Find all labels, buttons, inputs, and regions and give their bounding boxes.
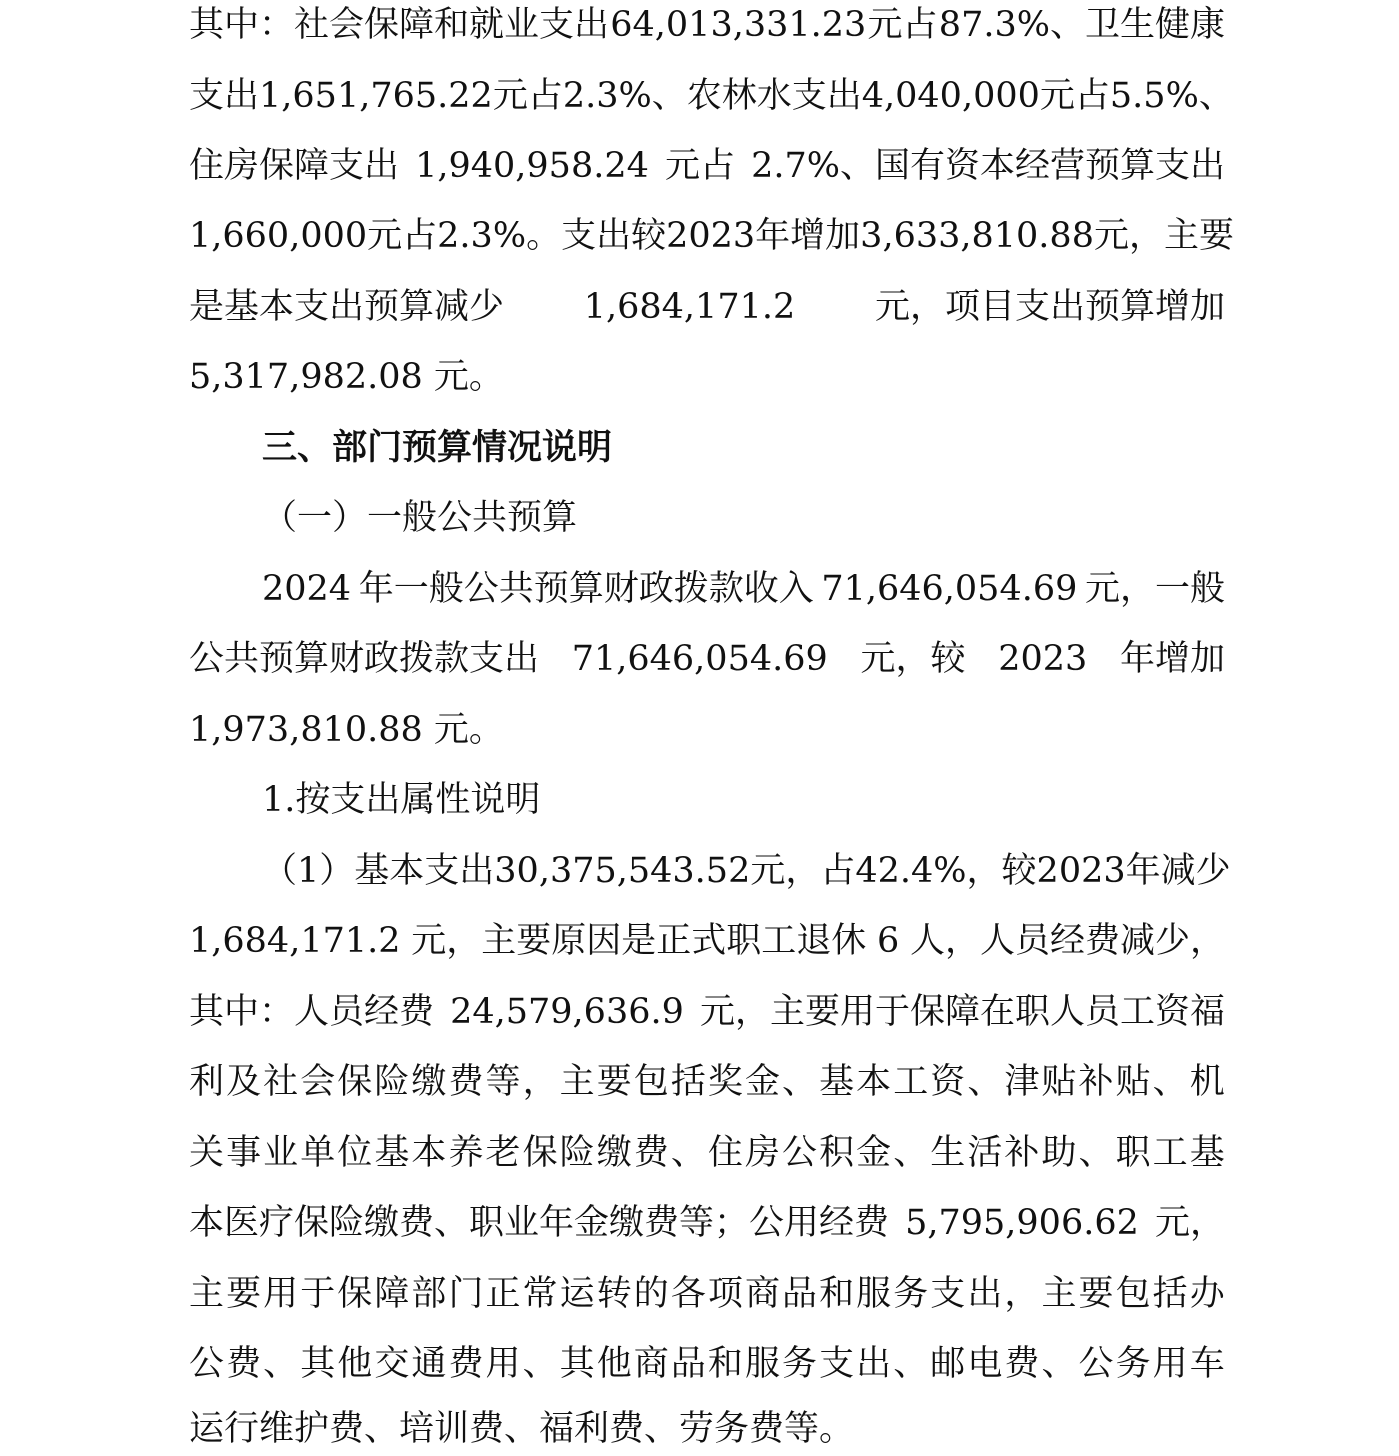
text-char: 补 [1078, 1062, 1114, 1102]
text-char: 基 [819, 1062, 855, 1102]
text-segment: 1,940,958.24 [415, 146, 649, 186]
text-segment: 42.4%，较 [855, 851, 1037, 891]
text-char: 公 [189, 1344, 225, 1384]
subsection-heading: 1.按支出属性说明 [262, 780, 541, 820]
text-line [189, 1339, 1225, 1389]
text-char: 奖 [707, 1062, 743, 1102]
text-segment: 元占 [664, 146, 735, 186]
text-char: 生 [930, 1133, 966, 1173]
text-char: 电 [967, 1344, 1003, 1384]
text-line [189, 71, 1234, 121]
text-char: 出 [856, 1344, 892, 1384]
text-char: 其 [300, 1344, 336, 1384]
text-char: 出 [967, 1274, 1003, 1314]
text-line [189, 1269, 1225, 1319]
text-char: 用 [1152, 1344, 1188, 1384]
text-char: 主 [1041, 1274, 1077, 1314]
text-char: 、 [1041, 1344, 1077, 1384]
text-line [189, 211, 1234, 261]
text-char: 费 [226, 1344, 262, 1384]
text-segment: 元，较 [860, 639, 966, 679]
text-line [189, 1198, 1225, 1248]
text-segment: 1,973,810.88 元。 [189, 710, 504, 750]
text-segment: 元占 [1039, 76, 1110, 116]
text-char: 费 [448, 1344, 484, 1384]
text-char: 、 [263, 1344, 299, 1384]
text-char: 主 [189, 1274, 225, 1314]
text-char: 公 [1078, 1344, 1114, 1384]
text-char: 工 [893, 1062, 929, 1102]
text-line [189, 1404, 1225, 1454]
text-segment: 住房保障支出 [189, 146, 400, 186]
text-segment: 年减少 [1125, 851, 1231, 891]
text-char: 项 [707, 1274, 743, 1314]
text-char: 括 [1152, 1274, 1188, 1314]
text-line [189, 1128, 1225, 1178]
text-char: 、 [893, 1133, 929, 1173]
text-segment: 2.3%、农林水支出 [562, 76, 862, 116]
text-char: 商 [633, 1344, 669, 1384]
text-segment: 元， [1154, 1203, 1225, 1243]
text-segment: 元，主要原因是正式职工退休 [411, 921, 867, 961]
text-segment: 2.7%、国有资本经营预算支出 [751, 146, 1225, 186]
text-char: 和 [707, 1344, 743, 1384]
text-segment: 1,660,000 [189, 216, 368, 256]
text-segment: 5.5%、 [1109, 76, 1234, 116]
text-char: 、 [967, 1062, 1003, 1102]
text-segment: 2.3%。支出较 [437, 216, 667, 256]
text-char: 缴 [596, 1133, 632, 1173]
text-line [189, 916, 1225, 966]
text-char: 门 [448, 1274, 484, 1314]
text-char: 务 [1115, 1344, 1151, 1384]
text-char: 各 [670, 1274, 706, 1314]
text-char: 保 [337, 1274, 373, 1314]
text-char: 活 [967, 1133, 1003, 1173]
text-char: 要 [1078, 1274, 1114, 1314]
text-char: 要 [226, 1274, 262, 1314]
text-char: 用 [485, 1344, 521, 1384]
text-char: 工 [1152, 1133, 1188, 1173]
text-segment: 71,646,054.69 [821, 569, 1078, 609]
text-char: 贴 [1115, 1062, 1151, 1102]
text-segment: 2023 [1036, 851, 1126, 891]
text-char: 关 [189, 1133, 225, 1173]
text-segment: 人，人员经费减少， [909, 921, 1225, 961]
text-char: 运 [559, 1274, 595, 1314]
text-char: 和 [819, 1274, 855, 1314]
text-segment: 其中：人员经费 [189, 992, 435, 1032]
text-segment: 元占 [367, 216, 438, 256]
text-segment: 元，占 [750, 851, 856, 891]
text-segment: 5,317,982.08 元。 [189, 357, 504, 397]
text-char: 包 [633, 1062, 669, 1102]
text-char: 贴 [1041, 1062, 1077, 1102]
text-char: 要 [596, 1062, 632, 1102]
text-char: 事 [226, 1133, 262, 1173]
text-segment: 4,040,000 [861, 76, 1040, 116]
text-char: 车 [1189, 1344, 1225, 1384]
text-segment: 3,633,810.88 [860, 216, 1094, 256]
text-char: 助 [1041, 1133, 1077, 1173]
text-char: 住 [707, 1133, 743, 1173]
text-char: 他 [596, 1344, 632, 1384]
text-segment: 24,579,636.9 [450, 992, 684, 1032]
text-char: 、 [522, 1344, 558, 1384]
text-char: 品 [670, 1344, 706, 1384]
text-char: 障 [374, 1274, 410, 1314]
text-char: 机 [1189, 1062, 1225, 1102]
text-char: 转 [596, 1274, 632, 1314]
text-char: 保 [337, 1062, 373, 1102]
text-char: 单 [300, 1133, 336, 1173]
text-segment: 元，主要用于保障在职人员工资福 [699, 992, 1225, 1032]
text-char: 利 [189, 1062, 225, 1102]
text-char: 其 [559, 1344, 595, 1384]
text-segment: 2023 [666, 216, 756, 256]
text-segment: 5,795,906.62 [905, 1203, 1139, 1243]
text-line [189, 705, 1225, 755]
text-segment: 元占 [867, 5, 938, 45]
text-line [189, 0, 1225, 50]
text-char: ， [522, 1062, 558, 1102]
text-char: 缴 [411, 1062, 447, 1102]
text-char: 商 [744, 1274, 780, 1314]
text-segment: 其中：社会保障和就业支出 [189, 5, 610, 45]
text-char: 办 [1189, 1274, 1225, 1314]
text-char: 公 [782, 1133, 818, 1173]
text-segment: 元，项目支出预算增加 [874, 287, 1225, 327]
text-char: 费 [633, 1133, 669, 1173]
text-line [262, 564, 1225, 614]
text-segment: 6 [876, 921, 900, 961]
text-char: 于 [300, 1274, 336, 1314]
text-char: 费 [1004, 1344, 1040, 1384]
text-line [189, 352, 1225, 402]
text-segment: 71,646,054.69 [571, 639, 828, 679]
text-char: 包 [1115, 1274, 1151, 1314]
text-segment: 元，主要 [1093, 216, 1234, 256]
text-char: 及 [226, 1062, 262, 1102]
text-char: 积 [819, 1133, 855, 1173]
text-char: 服 [856, 1274, 892, 1314]
text-char: 品 [782, 1274, 818, 1314]
text-char: 、 [670, 1133, 706, 1173]
text-segment: 2023 [998, 639, 1088, 679]
text-segment: 运行维护费、培训费、福利费、劳务费等。 [189, 1409, 855, 1449]
text-char: 基 [1189, 1133, 1225, 1173]
text-char: 通 [411, 1344, 447, 1384]
text-char: 正 [485, 1274, 521, 1314]
text-char: 、 [1078, 1133, 1114, 1173]
text-char: 、 [893, 1344, 929, 1384]
text-char: 本 [856, 1062, 892, 1102]
text-line [189, 634, 1225, 684]
text-char: 本 [411, 1133, 447, 1173]
text-char: 务 [782, 1344, 818, 1384]
text-line [189, 141, 1225, 191]
text-char: 主 [559, 1062, 595, 1102]
text-char: 金 [744, 1062, 780, 1102]
text-char: ， [1004, 1274, 1040, 1314]
text-segment: 元占 [492, 76, 563, 116]
text-char: 务 [893, 1274, 929, 1314]
text-segment: 是基本支出预算减少 [189, 287, 505, 327]
text-char: 金 [856, 1133, 892, 1173]
text-segment: 年一般公共预算财政拨款收入 [358, 569, 814, 609]
text-char: 津 [1004, 1062, 1040, 1102]
text-char: 房 [744, 1133, 780, 1173]
subsection-heading: （一）一般公共预算 [262, 498, 578, 538]
text-char: 费 [448, 1062, 484, 1102]
text-segment: 本医疗保险缴费、职业年金缴费等；公用经费 [189, 1203, 890, 1243]
text-char: 支 [930, 1274, 966, 1314]
text-char: 部 [411, 1274, 447, 1314]
text-char: 邮 [930, 1344, 966, 1384]
text-segment: 支出 [189, 76, 260, 116]
text-char: 业 [263, 1133, 299, 1173]
text-char: 补 [1004, 1133, 1040, 1173]
text-char: 的 [633, 1274, 669, 1314]
text-segment: 30,375,543.52 [494, 851, 751, 891]
text-segment: 1,684,171.2 [189, 921, 401, 961]
text-char: 险 [374, 1062, 410, 1102]
text-segment: 87.3%、卫生健康 [938, 5, 1225, 45]
text-char: 用 [263, 1274, 299, 1314]
text-segment: 1,651,765.22 [259, 76, 493, 116]
text-char: 服 [744, 1344, 780, 1384]
text-segment: （1）基本支出 [262, 851, 495, 891]
text-segment: 元，一般 [1084, 569, 1225, 609]
text-char: 、 [1152, 1062, 1188, 1102]
text-segment: 公共预算财政拨款支出 [189, 639, 540, 679]
text-char: 常 [522, 1274, 558, 1314]
text-char: 位 [337, 1133, 373, 1173]
text-char: 括 [670, 1062, 706, 1102]
text-char: 基 [374, 1133, 410, 1173]
text-char: 职 [1115, 1133, 1151, 1173]
text-line [189, 282, 1225, 332]
text-char: 保 [522, 1133, 558, 1173]
text-char: 资 [930, 1062, 966, 1102]
section-heading: 三、部门预算情况说明 [262, 428, 613, 468]
text-char: 他 [337, 1344, 373, 1384]
text-char: 老 [485, 1133, 521, 1173]
text-segment: 2024 [262, 569, 352, 609]
text-char: 险 [559, 1133, 595, 1173]
text-char: 、 [782, 1062, 818, 1102]
text-line [189, 1057, 1225, 1107]
text-segment: 年增加 [1119, 639, 1225, 679]
text-line [262, 846, 1231, 896]
text-segment: 1,684,171.2 [583, 287, 796, 327]
text-char: 会 [300, 1062, 336, 1102]
text-segment: 64,013,331.23 [610, 5, 867, 45]
text-char: 养 [448, 1133, 484, 1173]
text-char: 社 [263, 1062, 299, 1102]
text-char: 等 [485, 1062, 521, 1102]
text-char: 交 [374, 1344, 410, 1384]
text-segment: 年增加 [755, 216, 861, 256]
text-line [189, 987, 1225, 1037]
text-char: 支 [819, 1344, 855, 1384]
